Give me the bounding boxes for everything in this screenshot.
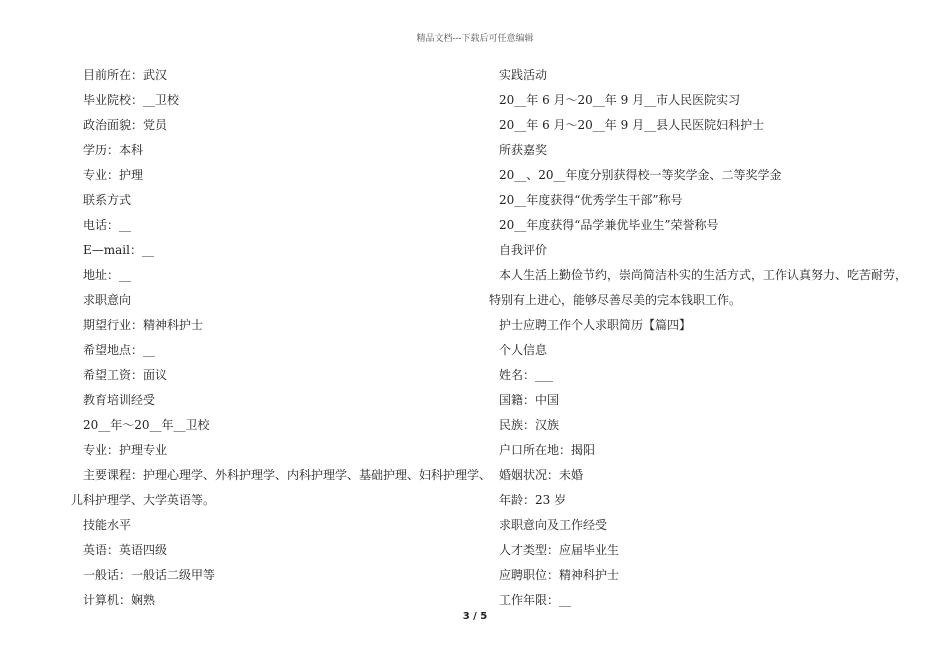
text-line: 自我评价 — [499, 243, 548, 257]
text-line: 求职意向 — [83, 293, 132, 307]
text-line: 民族：汉族 — [499, 418, 560, 432]
text-line: 人才类型：应届毕业生 — [499, 543, 620, 557]
right-column — [485, 63, 908, 613]
text-line: 20__年 6 月～20__年 9 月__县人民医院妇科护士 — [499, 118, 765, 132]
text-line: 所获嘉奖 — [499, 143, 548, 157]
text-line: 20__、20__年度分别获得校一等奖学金、二等奖学金 — [499, 168, 782, 182]
text-line: 特别有上进心，能够尽善尽美的完本钱职工作。 — [489, 293, 742, 307]
text-line: 希望工资：面议 — [83, 368, 168, 382]
text-line: 姓名：___ — [499, 368, 554, 382]
text-line: 地址：__ — [83, 268, 132, 282]
text-line: 电话：__ — [83, 218, 132, 232]
text-line: 技能水平 — [83, 518, 132, 532]
text-line: 国籍：中国 — [499, 393, 560, 407]
text-line: 户口所在地：揭阳 — [499, 443, 596, 457]
text-line: 毕业院校：__卫校 — [83, 93, 180, 107]
text-line: 主要课程：护理心理学、外科护理学、内科护理学、基础护理、妇科护理学、 — [83, 468, 492, 482]
text-line: 专业：护理 — [83, 168, 144, 182]
text-line: 个人信息 — [499, 343, 548, 357]
text-line: 计算机：娴熟 — [83, 593, 156, 607]
text-line: 20__年 6 月～20__年 9 月__市人民医院实习 — [499, 93, 741, 107]
text-line: 应聘职位：精神科护士 — [499, 568, 620, 582]
text-line: 希望地点：__ — [83, 343, 156, 357]
text-line: 政治面貌：党员 — [83, 118, 168, 132]
text-line: 工作年限：__ — [499, 593, 572, 607]
text-line: 求职意向及工作经受 — [499, 518, 608, 532]
text-line: 英语：英语四级 — [83, 543, 168, 557]
text-line: 20__年度获得“优秀学生干部”称号 — [499, 193, 683, 207]
text-line: 护士应聘工作个人求职简历【篇四】 — [499, 318, 692, 332]
text-line: 目前所在：武汉 — [83, 68, 168, 82]
text-line: E—mail：__ — [83, 243, 154, 257]
text-line: 教育培训经受 — [83, 393, 156, 407]
text-line: 本人生活上勤俭节约，崇尚简洁朴实的生活方式，工作认真努力、吃苦耐劳， — [499, 268, 908, 282]
text-line: 实践活动 — [499, 68, 548, 82]
text-line: 联系方式 — [83, 193, 132, 207]
text-line: 儿科护理学、大学英语等。 — [71, 493, 216, 507]
page-header: 精品文档---下载后可任意编辑 — [416, 34, 534, 44]
text-line: 期望行业：精神科护士 — [83, 318, 204, 332]
text-line: 专业：护理专业 — [83, 443, 168, 457]
text-line: 学历：本科 — [83, 143, 144, 157]
text-line: 一般话：一般话二级甲等 — [83, 568, 216, 582]
left-column — [67, 63, 492, 613]
text-line: 20__年～20__年__卫校 — [83, 418, 210, 432]
page-number: 3 / 5 — [462, 611, 488, 622]
text-line: 20__年度获得“品学兼优毕业生”荣誉称号 — [499, 218, 719, 232]
text-line: 婚姻状况：未婚 — [499, 468, 584, 482]
text-line: 年龄：23 岁 — [499, 493, 567, 507]
